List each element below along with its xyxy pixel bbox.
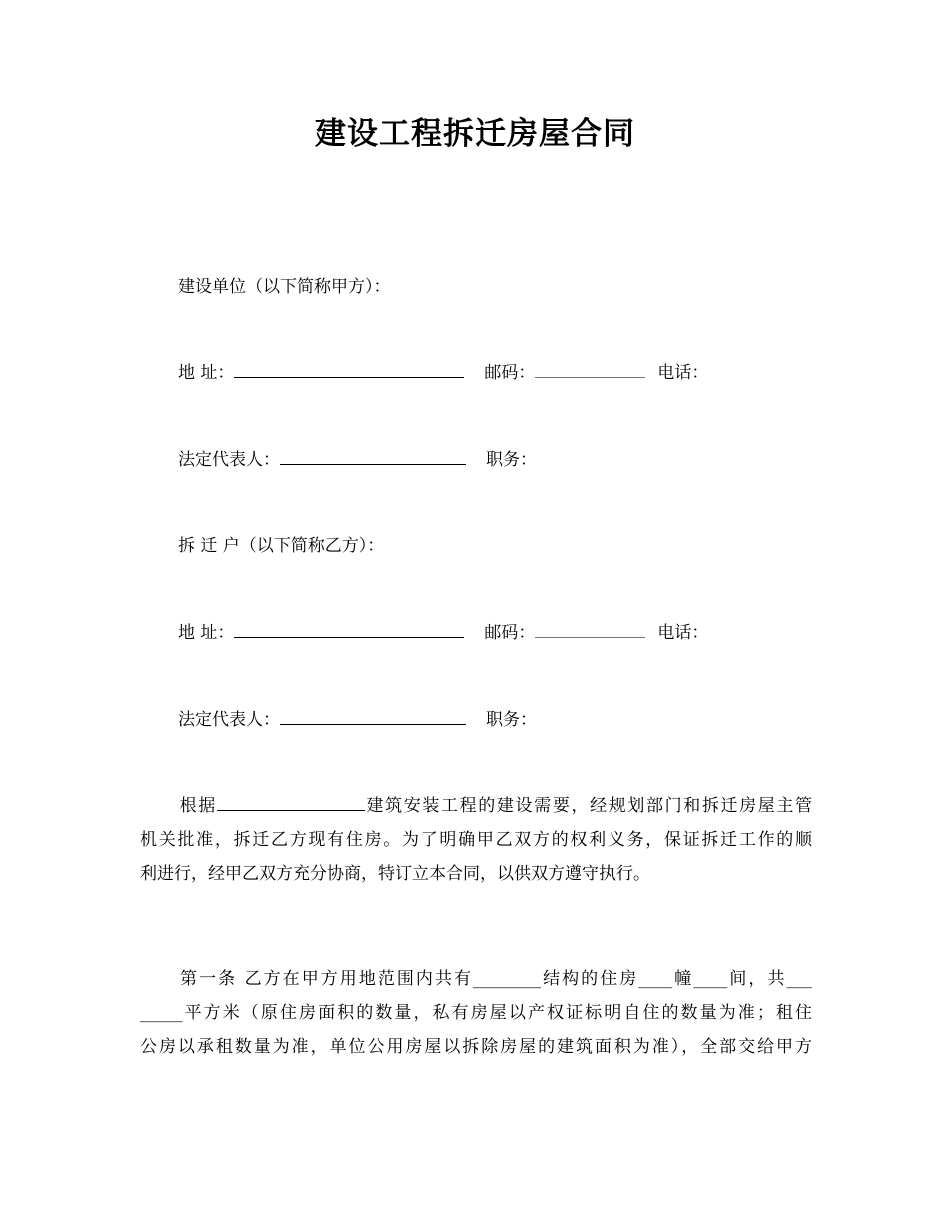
preamble-text: 根据 — [178, 796, 217, 816]
postcode-label: 邮码： — [484, 363, 536, 383]
party-a-heading: 建设单位（以下简称甲方）： — [178, 277, 391, 297]
position-label: 职务： — [486, 450, 537, 470]
rep-blank — [280, 706, 466, 725]
party-b-rep-row — [178, 706, 537, 734]
preamble-text: 建筑安装工程的建设需要，经规划部门和拆迁房屋主管 — [364, 796, 813, 816]
address-blank — [234, 359, 464, 378]
article-1-line-1 — [140, 962, 812, 996]
party-a-address-row — [178, 359, 708, 387]
preamble-line-2: 机关批准，拆迁乙方现有住房。为了明确甲乙双方的权利义务，保证拆迁工作的顺 — [140, 830, 812, 850]
phone-label: 电话： — [657, 363, 709, 383]
project-name-blank — [217, 792, 365, 811]
address-label: 地 址： — [178, 363, 235, 383]
postcode-blank — [535, 359, 645, 378]
article-1-line-2: _____平方米（原住房面积的数量，私有房屋以产权证标明自住的数量为准；租住 — [140, 1003, 812, 1023]
address-blank — [234, 619, 464, 638]
preamble-line-1 — [140, 789, 812, 823]
party-b-heading: 拆 迁 户（以下简称乙方）： — [178, 536, 385, 556]
party-a-rep-row — [178, 446, 537, 474]
article-1-line-3: 公房以承租数量为准，单位公用房屋以拆除房屋的建筑面积为准），全部交给甲方 — [140, 1037, 812, 1057]
preamble-line-3: 利进行，经甲乙双方充分协商，特订立本合同，以供双方遵守执行。 — [140, 864, 650, 884]
postcode-blank — [535, 619, 645, 638]
position-label: 职务： — [486, 710, 537, 730]
address-label: 地 址： — [178, 623, 235, 643]
preamble-paragraph — [140, 789, 812, 891]
document-title: 建设工程拆迁房屋合同 — [315, 116, 635, 152]
phone-label: 电话： — [657, 623, 709, 643]
postcode-label: 邮码： — [484, 623, 536, 643]
party-b-address-row — [178, 619, 708, 647]
rep-label: 法定代表人： — [178, 710, 280, 730]
article-text: 第一条 乙方在甲方用地范围内共有________结构的住房____幢____间，共___ — [178, 969, 812, 989]
rep-blank — [280, 446, 466, 465]
rep-label: 法定代表人： — [178, 450, 280, 470]
article-1-paragraph — [140, 962, 812, 1064]
